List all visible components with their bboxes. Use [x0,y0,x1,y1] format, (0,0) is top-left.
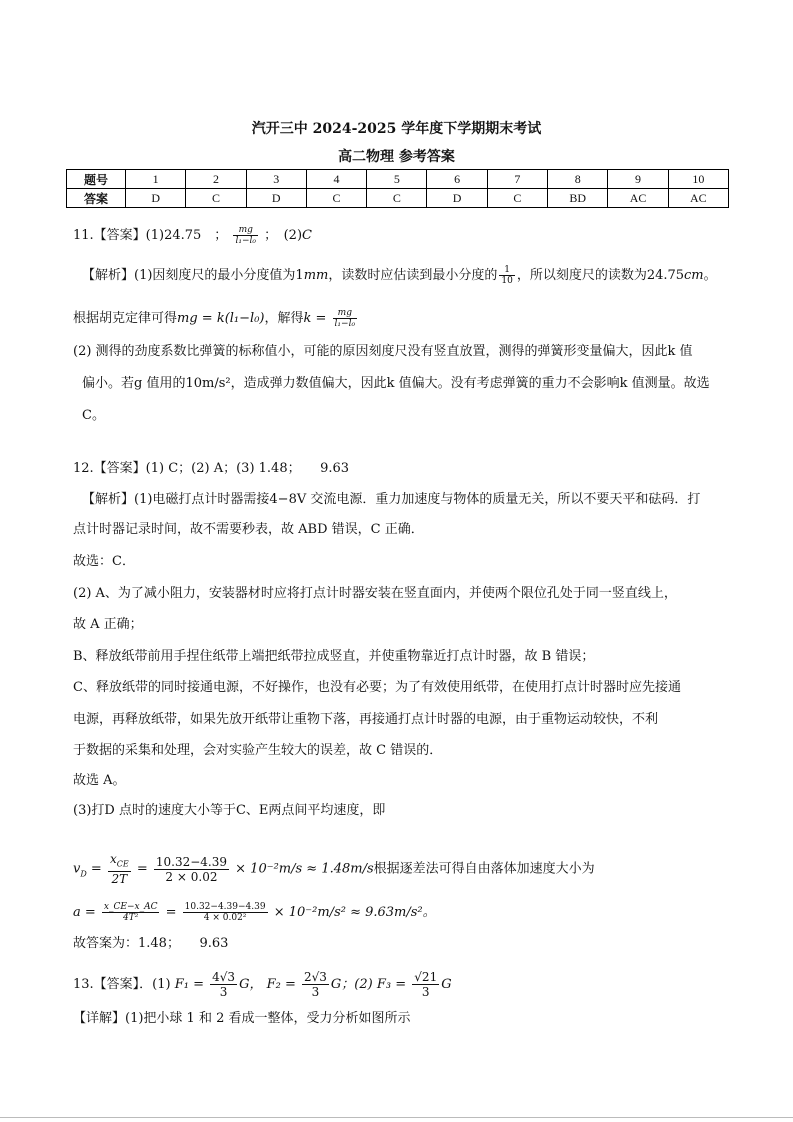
table-cell: C [367,189,427,208]
q12-line-7: C、释放纸带的同时接通电源，不好操作，也没有必要；为了有效使用纸带，在使用打点计时器时应先接通 [73,680,681,695]
q11-k-fraction: $\frac{mg}{\text{l₁−l₀}}$ [334,308,356,329]
page-bottom-rule [0,1117,793,1118]
q12-line-5: 故 A 正确； [73,617,143,632]
q12-line-8: 电源，再释放纸带，如果先放开纸带让重物下落，再接通打点计时器的电源，由于重物运动较快，不利 [73,712,659,727]
q11-hooke-law: 根据胡克定律可得mg = k(l₁−l₀)，解得k = $\frac{mg}{\text{l₁−l₀}}$ [73,308,356,329]
q11-explanation-1: 【解析】(1)因刻度尺的最小分度值为1mm，读数时应估读到最小分度的 $\frac{1}{10}$ ，所以刻度尺的读数为24.75cm。 [82,265,717,286]
table-cell: 5 [367,170,427,189]
answer-row [67,189,729,208]
q12-line-1: 【解析】(1)电磁打点计时器需接4−8V 交流电源．重力加速度与物体的质量无关，所以不要天平和砝码．打 [82,492,701,507]
q12-line-6: B、释放纸带前用手捏住纸带上端把纸带拉成竖直，并使重物靠近打点计时器，故 B 错误； [73,649,595,664]
exam-subtitle: 高二物理 参考答案 [338,149,455,165]
q13-answer: 13.【答案】．(1) F₁ = $\frac{4√3}{3}$ G， F₂ = $\frac{2√3}{3}$ G；(2) F₃ = $\frac{√21}{3}$ G [73,970,452,999]
table-cell: D [126,189,186,208]
row-label-number: 题号 [67,170,126,189]
q11-fraction: $\frac{mg}{\text{l₁−l₀}}$ [235,225,256,246]
table-cell: 9 [608,170,668,189]
table-cell: 7 [487,170,547,189]
table-cell: D [246,189,306,208]
question-number-row [67,170,729,189]
q12-line-9: 于数据的采集和处理，会对实验产生较大的误差，故 C 错误的． [73,743,443,758]
table-cell: C [186,189,246,208]
row-label-answer: 答案 [67,189,126,208]
q11-part2-line1: (2) 测得的劲度系数比弹簧的标称值小，可能的原因刻度尺没有竖直放置，测得的弹簧形变量偏大，因此k 值 [73,344,693,359]
table-cell: AC [668,189,728,208]
table-cell: D [427,189,487,208]
q12-acceleration-equation: a = $\frac{x\_CE-x\_AC}{\text{4T²}}$ = $\frac{10.32-4.39-4.39}{\text{4 × 0.02²}}$ × 10⁻²m/s² ≈ 9.63m/s²。 [73,902,436,923]
q12-a-fraction-2: $\frac{10.32-4.39-4.39}{\text{4 × 0.02²}}$ [184,902,266,923]
q13-f1-fraction: $\frac{4√3}{3}$ [212,970,236,999]
table-cell: 4 [306,170,366,189]
q11-tenth-fraction: $\frac{1}{10}$ [501,265,513,286]
exam-title: 汽开三中 2024-2025 学年度下学期期末考试 [251,121,542,137]
q11-part2-line3: C。 [82,408,105,423]
q12-line-10: 故选 A。 [73,773,126,788]
q12-vd-fraction-1: $\frac{x_{CE}}{2T}$ [109,852,129,887]
table-cell: 6 [427,170,487,189]
q12-line-4: (2) A、为了减小阻力，安装器材时应将打点计时器安装在竖直面内，并使两个限位孔处于同一竖直线上， [73,586,677,601]
table-cell: 8 [548,170,608,189]
table-cell: 2 [186,170,246,189]
q12-final-answer: 故答案为：1.48； 9.63 [73,936,229,951]
q13-f3-fraction: $\frac{√21}{3}$ [414,970,438,999]
table-cell: 3 [246,170,306,189]
q11-part2-line2: 偏小。若g 值用的10m/s²，造成弹力数值偏大，因此k 值偏大。没有考虑弹簧的重力不会影响k 值测量。故选 [82,376,710,391]
q12-velocity-equation: $v_D$ = $\frac{x_{CE}}{2T}$ = $\frac{10.32-4.39}{2 \times 0.02}$ × 10⁻²m/s ≈ 1.48m/s根据逐差法可得自由落体加速度大小为 [73,852,595,887]
q12-answer: 12.【答案】(1) C；(2) A；(3) 1.48； 9.63 [73,461,350,476]
q11-answer: 11.【答案】(1)24.75 ； $\frac{mg}{\text{l₁−l₀}}$ ； (2)C [73,225,312,246]
q13-detail: 【详解】(1)把小球 1 和 2 看成一整体，受力分析如图所示 [73,1011,411,1026]
answer-table [66,169,729,208]
table-cell: C [487,189,547,208]
table-cell: 1 [126,170,186,189]
q12-vd-fraction-2: $\frac{10.32-4.39}{2 \times 0.02}$ [155,854,228,884]
q13-f2-fraction: $\frac{2√3}{3}$ [304,970,327,999]
q12-line-3: 故选：C． [73,554,135,569]
q12-line-2: 点计时器记录时间，故不需要秒表，故 ABD 错误，C 正确． [73,522,424,537]
table-cell: BD [548,189,608,208]
table-cell: AC [608,189,668,208]
table-cell: 10 [668,170,728,189]
q12-a-fraction-1: $\frac{x\_CE-x\_AC}{\text{4T²}}$ [103,902,158,923]
q12-line-11: (3)打D 点时的速度大小等于C、E两点间平均速度，即 [73,803,386,818]
table-cell: C [306,189,366,208]
